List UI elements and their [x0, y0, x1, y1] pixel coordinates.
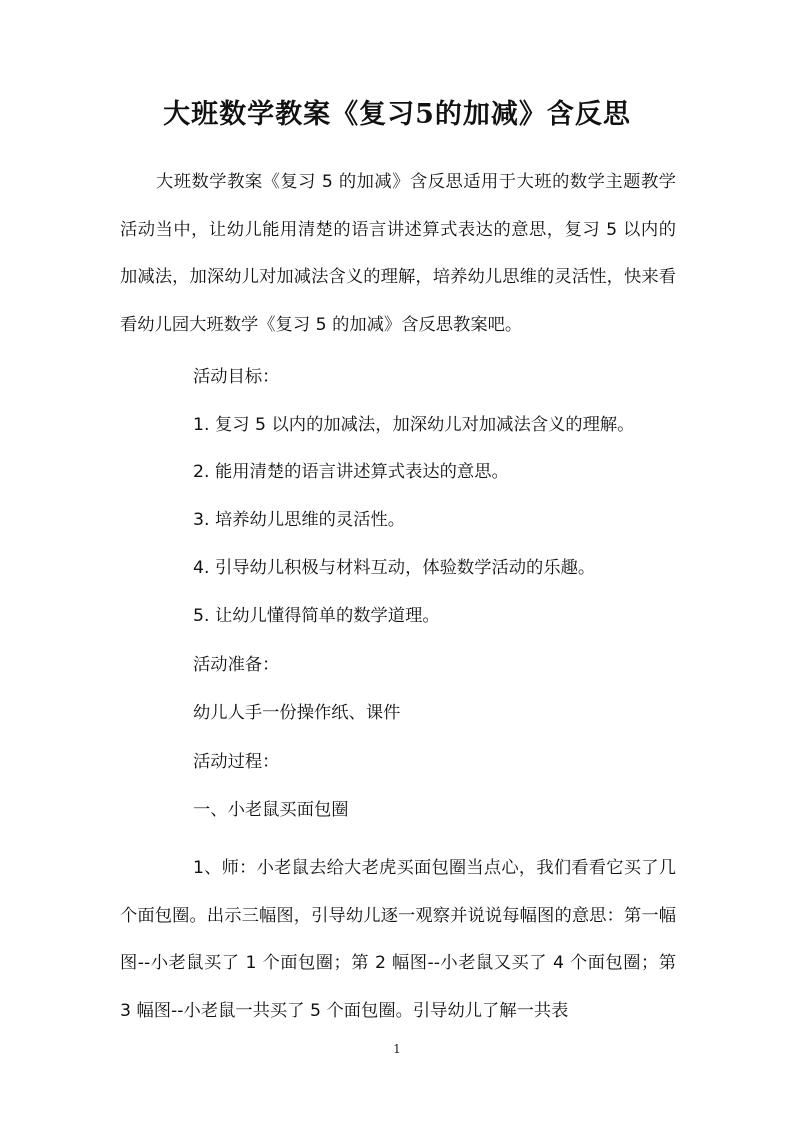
goals-heading: 活动目标：	[193, 367, 280, 387]
prep-content: 幼儿人手一份操作纸、课件	[193, 703, 401, 723]
prep-heading: 活动准备：	[193, 655, 280, 675]
document-title: 大班数学教案《复习5的加减》含反思	[163, 99, 631, 130]
page-number: 1	[393, 1042, 401, 1056]
process-heading: 活动过程：	[193, 752, 280, 772]
goal-item-1: 1. 复习 5 以内的加减法，加深幼儿对加减法含义的理解。	[193, 415, 635, 435]
goal-item-2: 2. 能用清楚的语言讲述算式表达的意思。	[193, 462, 509, 482]
process-paragraph: 1、师：小老鼠去给大老虎买面包圈当点心，我们看看它买了几个面包圈。出示三幅图，引导幼儿逐一观察并说说每幅图的意思：第一幅图--小老鼠买了 1 个面包圈；第 2 幅图--小老鼠又买了 4 个面包圈；第 3 幅图--小老鼠一共买了 5 个面包圈。引导幼儿了解一共表	[120, 858, 676, 1021]
goal-item-4: 4. 引导幼儿积极与材料互动，体验数学活动的乐趣。	[193, 558, 596, 578]
goal-item-3: 3. 培养幼儿思维的灵活性。	[193, 510, 406, 530]
intro-paragraph: 大班数学教案《复习 5 的加减》含反思适用于大班的数学主题教学活动当中，让幼儿能用清楚的语言讲述算式表达的意思，复习 5 以内的加减法，加深幼儿对加减法含义的理解，培养幼儿思维的灵活性，快来看看幼儿园大班数学《复习 5 的加减》含反思教案吧。	[120, 172, 676, 335]
section-heading: 一、小老鼠买面包圈	[193, 800, 349, 820]
goal-item-5: 5. 让幼儿懂得简单的数学道理。	[193, 606, 440, 626]
